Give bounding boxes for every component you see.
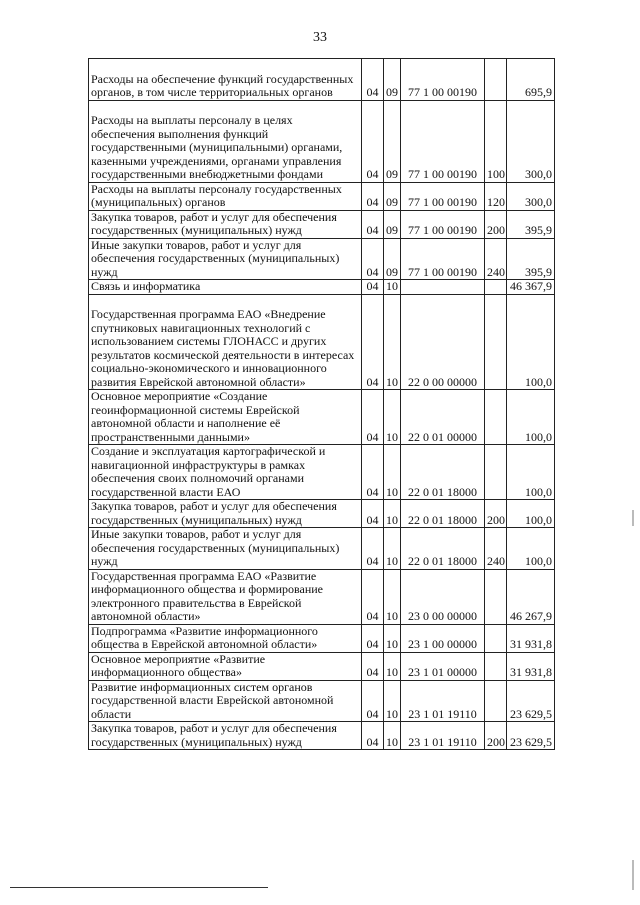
cell-expense-type [485, 59, 507, 101]
cell-amount: 300,0 [507, 182, 555, 210]
table-row [89, 528, 555, 570]
cell-name: Основное мероприятие «Создание геоинформационной системы Еврейской автономной области и наполнение её пространственными данными» [89, 390, 362, 445]
cell-expense-type [485, 569, 507, 624]
cell-amount: 300,0 [507, 100, 555, 182]
cell-expense-type [485, 680, 507, 722]
cell-subsection: 10 [384, 624, 401, 652]
cell-target-code: 77 1 00 00190 [401, 59, 485, 101]
cell-name: Государственная программа ЕАО «Развитие информационного общества и формирование электронного правительства в Еврейской автономной области» [89, 569, 362, 624]
table-row [89, 238, 555, 280]
cell-expense-type [485, 390, 507, 445]
cell-subsection: 10 [384, 722, 401, 750]
cell-expense-type: 200 [485, 500, 507, 528]
cell-subsection: 10 [384, 390, 401, 445]
cell-subsection: 09 [384, 59, 401, 101]
cell-name: Создание и эксплуатация картографической и навигационной инфраструктуры в рамках обеспечения своих полномочий органами государственной власти ЕАО [89, 445, 362, 500]
cell-subsection: 09 [384, 182, 401, 210]
cell-amount: 100,0 [507, 294, 555, 390]
cell-section: 04 [362, 210, 384, 238]
cell-name: Государственная программа ЕАО «Внедрение спутниковых навигационных технологий с использованием системы ГЛОНАСС и других результатов космической деятельности в интересах социально-экономического и инновационного развития Еврейской автономной области» [89, 294, 362, 390]
cell-section: 04 [362, 445, 384, 500]
cell-subsection: 09 [384, 210, 401, 238]
cell-name: Основное мероприятие «Развитие информационного общества» [89, 652, 362, 680]
cell-subsection: 09 [384, 100, 401, 182]
cell-expense-type: 240 [485, 528, 507, 570]
cell-target-code: 22 0 00 00000 [401, 294, 485, 390]
cell-amount: 695,9 [507, 59, 555, 101]
cell-subsection: 10 [384, 680, 401, 722]
cell-target-code: 77 1 00 00190 [401, 238, 485, 280]
cell-expense-type [485, 445, 507, 500]
table-row [89, 680, 555, 722]
cell-subsection: 10 [384, 528, 401, 570]
cell-target-code: 22 0 01 00000 [401, 390, 485, 445]
cell-section: 04 [362, 722, 384, 750]
cell-section: 04 [362, 569, 384, 624]
budget-table [88, 58, 555, 750]
table-row [89, 624, 555, 652]
cell-amount: 395,9 [507, 238, 555, 280]
cell-amount: 46 267,9 [507, 569, 555, 624]
cell-target-code: 23 1 01 19110 [401, 680, 485, 722]
cell-amount: 46 367,9 [507, 280, 555, 295]
cell-section: 04 [362, 238, 384, 280]
cell-name: Развитие информационных систем органов государственной власти Еврейской автономной области [89, 680, 362, 722]
cell-subsection: 10 [384, 500, 401, 528]
cell-subsection: 10 [384, 445, 401, 500]
cell-name: Иные закупки товаров, работ и услуг для обеспечения государственных (муниципальных) нужд [89, 238, 362, 280]
cell-name: Расходы на обеспечение функций государственных органов, в том числе территориальных органов [89, 59, 362, 101]
cell-target-code: 23 1 01 00000 [401, 652, 485, 680]
table-row [89, 100, 555, 182]
page-number: 33 [313, 30, 327, 45]
cell-name: Иные закупки товаров, работ и услуг для обеспечения государственных (муниципальных) нужд [89, 528, 362, 570]
cell-name: Расходы на выплаты персоналу в целях обеспечения выполнения функций государственными (муниципальными) органами, казенными учреждениями, органами управления государственными внебюджетными фондами [89, 100, 362, 182]
footnote-separator [10, 887, 268, 888]
cell-target-code: 22 0 01 18000 [401, 500, 485, 528]
cell-section: 04 [362, 680, 384, 722]
cell-expense-type: 200 [485, 722, 507, 750]
cell-target-code: 22 0 01 18000 [401, 528, 485, 570]
cell-target-code [401, 280, 485, 295]
cell-section: 04 [362, 528, 384, 570]
cell-amount: 23 629,5 [507, 722, 555, 750]
cell-target-code: 23 1 00 00000 [401, 624, 485, 652]
cell-section: 04 [362, 182, 384, 210]
table-row [89, 59, 555, 101]
cell-expense-type: 100 [485, 100, 507, 182]
cell-section: 04 [362, 100, 384, 182]
cell-target-code: 77 1 00 00190 [401, 182, 485, 210]
cell-name: Подпрограмма «Развитие информационного общества в Еврейской автономной области» [89, 624, 362, 652]
table-row [89, 294, 555, 390]
cell-target-code: 77 1 00 00190 [401, 100, 485, 182]
cell-target-code: 23 0 00 00000 [401, 569, 485, 624]
cell-amount: 100,0 [507, 445, 555, 500]
cell-amount: 23 629,5 [507, 680, 555, 722]
cell-amount: 100,0 [507, 390, 555, 445]
cell-name: Закупка товаров, работ и услуг для обеспечения государственных (муниципальных) нужд [89, 722, 362, 750]
table-row [89, 722, 555, 750]
cell-section: 04 [362, 294, 384, 390]
cell-name: Закупка товаров, работ и услуг для обеспечения государственных (муниципальных) нужд [89, 210, 362, 238]
cell-section: 04 [362, 280, 384, 295]
cell-expense-type [485, 280, 507, 295]
cell-expense-type: 240 [485, 238, 507, 280]
cell-name: Связь и информатика [89, 280, 362, 295]
cell-amount: 31 931,8 [507, 624, 555, 652]
table-row [89, 569, 555, 624]
cell-expense-type [485, 652, 507, 680]
cell-expense-type [485, 294, 507, 390]
scan-edge-mark [632, 860, 634, 890]
cell-section: 04 [362, 59, 384, 101]
cell-amount: 100,0 [507, 528, 555, 570]
cell-target-code: 77 1 00 00190 [401, 210, 485, 238]
cell-name: Расходы на выплаты персоналу государственных (муниципальных) органов [89, 182, 362, 210]
cell-subsection: 10 [384, 569, 401, 624]
cell-amount: 395,9 [507, 210, 555, 238]
cell-amount: 100,0 [507, 500, 555, 528]
cell-amount: 31 931,8 [507, 652, 555, 680]
cell-section: 04 [362, 390, 384, 445]
cell-target-code: 23 1 01 19110 [401, 722, 485, 750]
scan-edge-mark [632, 510, 634, 526]
cell-name: Закупка товаров, работ и услуг для обеспечения государственных (муниципальных) нужд [89, 500, 362, 528]
cell-section: 04 [362, 652, 384, 680]
table-row [89, 652, 555, 680]
cell-expense-type: 200 [485, 210, 507, 238]
cell-section: 04 [362, 500, 384, 528]
table-row [89, 500, 555, 528]
cell-expense-type: 120 [485, 182, 507, 210]
cell-expense-type [485, 624, 507, 652]
cell-subsection: 10 [384, 294, 401, 390]
cell-target-code: 22 0 01 18000 [401, 445, 485, 500]
cell-subsection: 10 [384, 280, 401, 295]
cell-subsection: 09 [384, 238, 401, 280]
table-row [89, 210, 555, 238]
table-row [89, 445, 555, 500]
table-row [89, 390, 555, 445]
cell-subsection: 10 [384, 652, 401, 680]
table-row [89, 182, 555, 210]
table-row [89, 280, 555, 295]
cell-section: 04 [362, 624, 384, 652]
